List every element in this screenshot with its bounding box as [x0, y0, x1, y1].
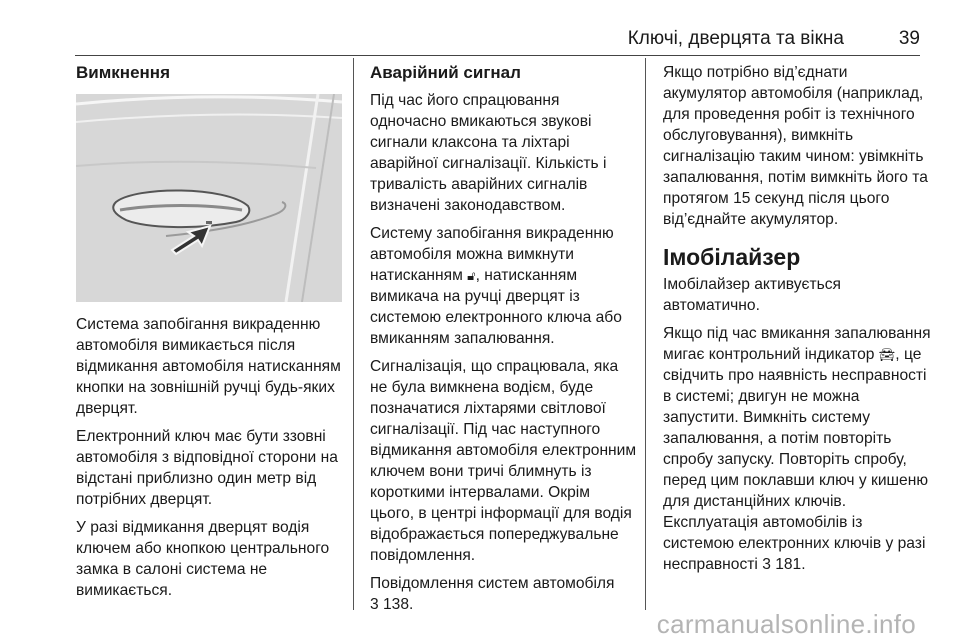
col3-paragraph-1: Якщо потрібно від’єднати акумулятор автомобіля (наприклад, для проведення робіт із технічного обслуговування), вимкніть сигналізацію таким чином: увімкніть запалювання, потім вимкніть його та протягом 15 секунд після цього від’єднайте акумулятор.	[663, 64, 928, 228]
col2-p2-text-a: Систему запобігання викраденню автомобіля можна вимкнути натисканням	[370, 225, 614, 284]
col2-paragraph-2	[370, 223, 638, 349]
col2-paragraph-4	[370, 573, 638, 615]
col3-p3-text-b: , це свідчить про наявність несправності в системі; двигун не можна запустити. Вимкніть систему запалювання, а потім повторіть спробу запуску. Повторіть спробу, перед цим поклавши ключ у кишеню для дистанційних ключів. Експлуатація автомобілів із системою електронних ключів у разі несправності	[663, 346, 929, 573]
col3-p3-text-a: Якщо під час вмикання запалювання мигає контрольний індикатор	[663, 325, 931, 363]
column-3	[663, 62, 931, 582]
col1-paragraph-1: Система запобігання викраденню автомобіля вимикається після відмикання автомобіля натисканням кнопки на зовнішній ручці будь-яких дверцят.	[76, 316, 341, 417]
column-2	[370, 62, 638, 622]
immobilizer-warning-icon: 🚘︎	[878, 347, 896, 362]
section-heading-deactivation: Вимкнення	[76, 63, 170, 82]
door-handle-figure	[76, 94, 342, 302]
col2-paragraph-1: Під час його спрацювання одночасно вмикаються звукові сигнали клаксона та ліхтарі аварійної сигналізації. Кількість і тривалість аварійних сигналів визначені законодавством.	[370, 92, 607, 214]
col2-p2-text-b: , натисканням вимикача на ручці дверцят із системою електронного ключа або вмиканням запалювання.	[370, 267, 622, 347]
col2-p4-text: Повідомлення систем автомобіля	[370, 575, 615, 592]
watermark: carmanualsonline.info	[656, 609, 916, 639]
header-rule	[75, 55, 920, 56]
section-heading-alarm: Аварійний сигнал	[370, 63, 521, 82]
column-divider-1	[353, 58, 354, 610]
page-number: 39	[898, 28, 920, 49]
col3-paragraph-2: Імобілайзер активується автоматично.	[663, 276, 841, 314]
page-reference-181: 3 181.	[762, 556, 806, 573]
column-divider-2	[645, 58, 646, 610]
unlock-icon: 🔓︎	[467, 268, 476, 283]
col1-paragraph-3: У разі відмикання дверцят водія ключем або кнопкою центрального замка в салоні система не вимикається.	[76, 519, 330, 599]
col3-paragraph-3	[663, 323, 931, 575]
col2-paragraph-3: Сигналізація, що спрацювала, яка не була вимкнена водієм, буде позначатися ліхтарями світлової сигналізації. Під час наступного відмикання автомобіля електронним ключем вони тричі блимнуть із короткими інтервалами. Окрім цього, в центрі інформації для водія відображається попереджувальне повідомлення.	[370, 358, 637, 564]
section-heading-immobilizer: Імобілайзер	[663, 244, 801, 270]
col1-paragraph-2: Електронний ключ має бути ззовні автомобіля з відповідної сторони на відстані приблизно один метр від потрібних дверцят.	[76, 428, 338, 508]
page-reference-138: 3 138.	[370, 596, 414, 613]
column-1	[76, 62, 344, 608]
header-title: Ключі, дверцята та вікна	[627, 28, 844, 49]
door-handle-press-icon	[76, 94, 342, 302]
